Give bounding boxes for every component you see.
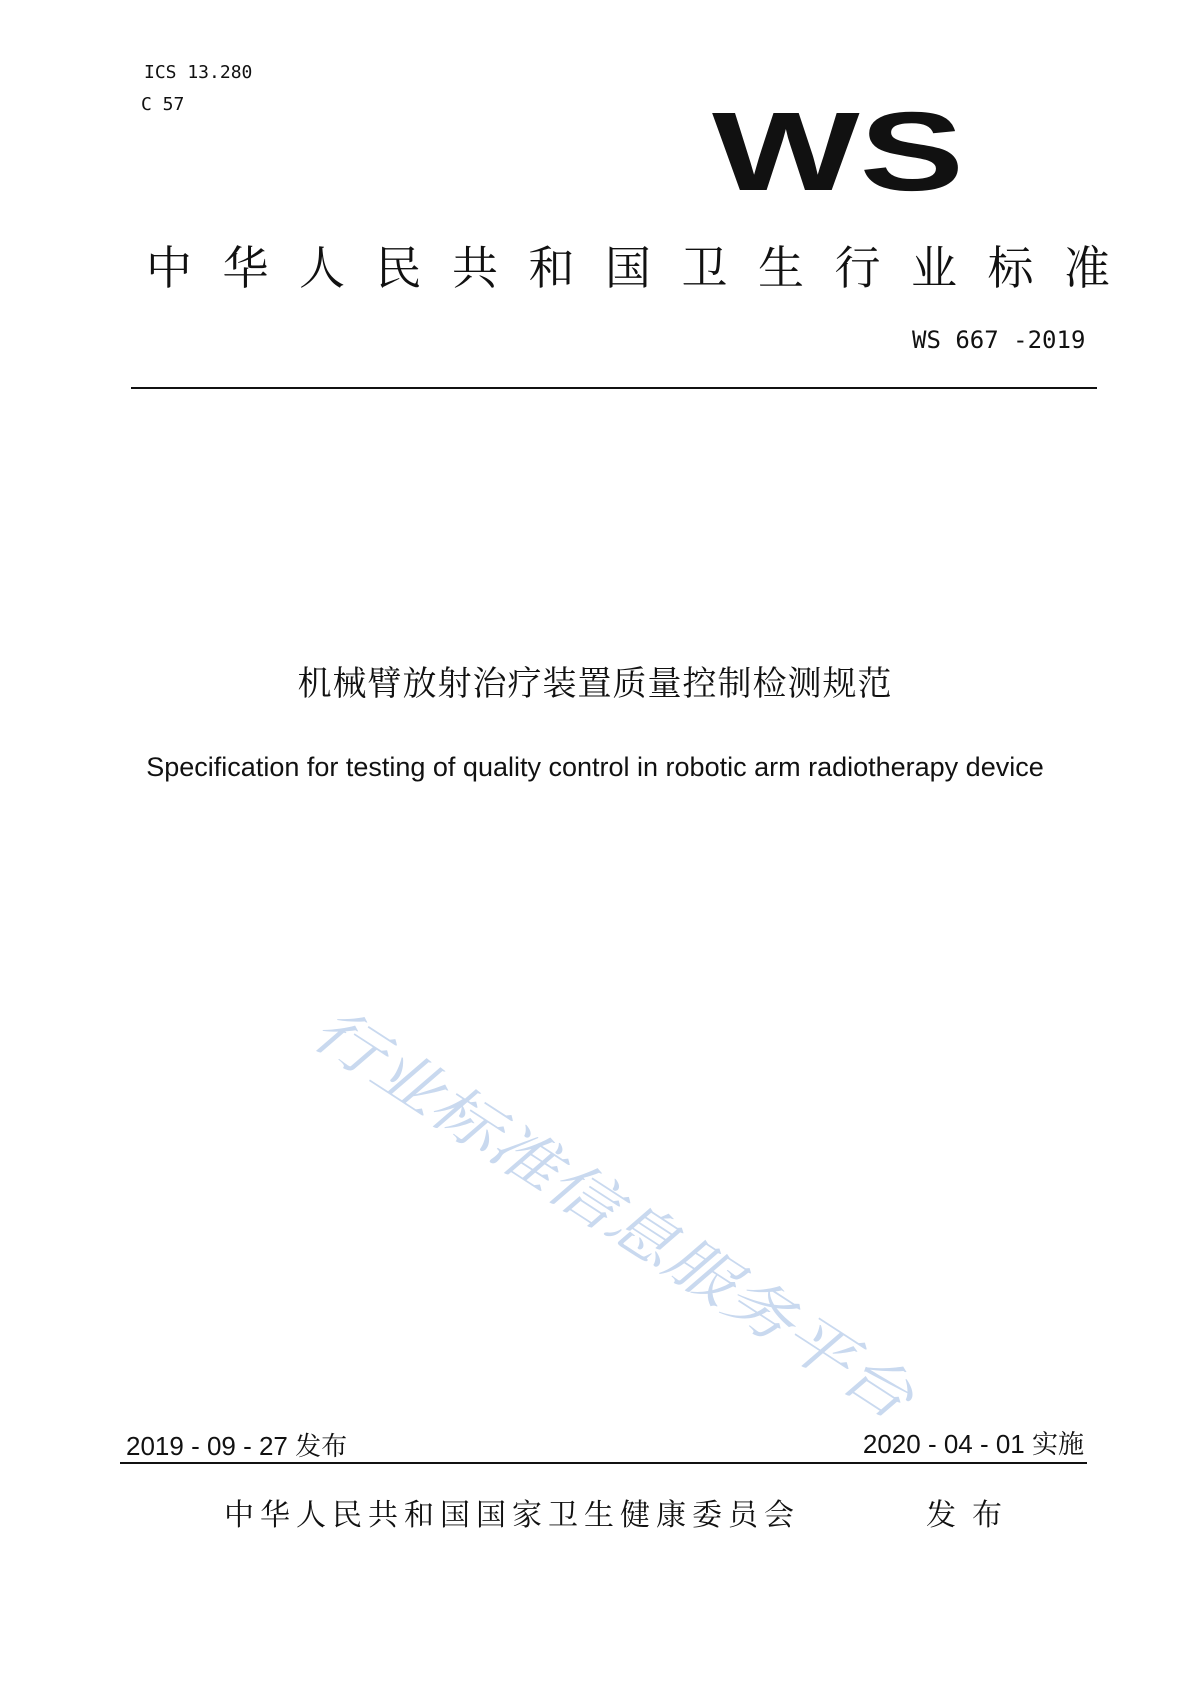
issuing-authority: 中华人民共和国国家卫生健康委员会 — [224, 1498, 800, 1533]
title-english: Specification for testing of quality control in robotic arm radiotherapy device — [146, 752, 1044, 782]
title-chinese: 机械臂放射治疗装置质量控制检测规范 — [297, 664, 893, 704]
top-divider — [131, 387, 1097, 389]
standard-category: 中华人民共和国卫生行业标准 — [146, 241, 1141, 295]
svg-text:WS: WS — [712, 98, 964, 208]
bottom-divider — [120, 1462, 1087, 1464]
effective-date: 2020 - 04 - 01 实施 — [862, 1429, 1084, 1459]
issue-action: 发布 — [926, 1498, 1018, 1533]
publish-date: 2019 - 09 - 27 发布 — [126, 1431, 348, 1461]
svg-text:行业标准信息服务平台: 行业标准信息服务平台 — [299, 993, 842, 1380]
classification-code: C 57 — [141, 94, 185, 115]
standard-mark-logo — [712, 98, 972, 208]
ics-code: ICS 13.280 — [144, 62, 253, 83]
standard-number: WS 667 -2019 — [912, 326, 1086, 354]
